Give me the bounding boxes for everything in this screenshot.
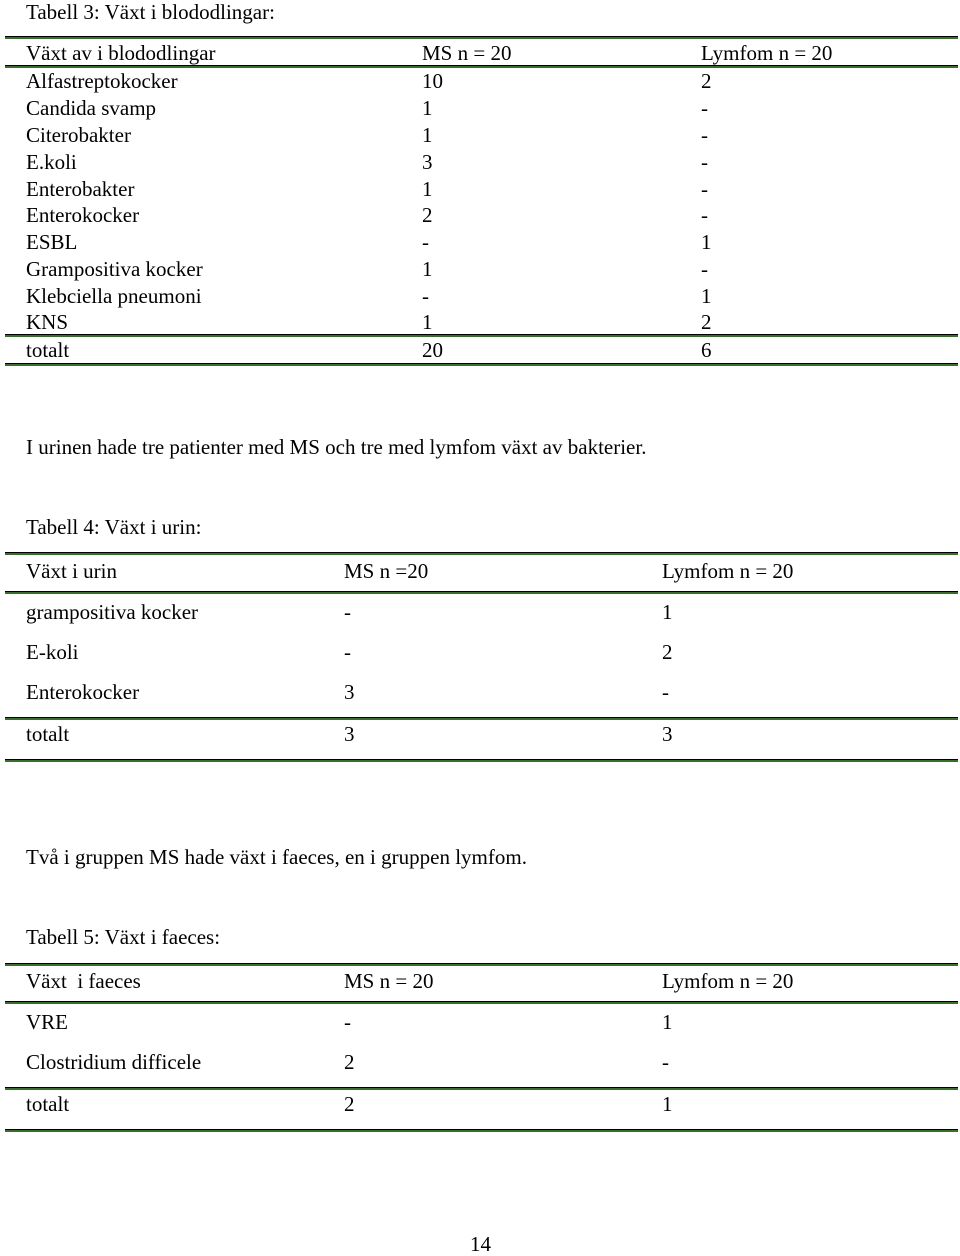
table3-cell: Citerobakter: [26, 123, 131, 147]
table5-top-rule: [5, 963, 958, 966]
table5-total-lymfom: 1: [662, 1092, 673, 1116]
table3-total-label: totalt: [26, 338, 70, 362]
table3-cell: 2: [701, 310, 712, 334]
table3-cell: 2: [701, 69, 712, 93]
table3-cell: 2: [422, 203, 433, 227]
table4-header-rule: [5, 591, 958, 594]
table3-cell: Enterokocker: [26, 203, 140, 227]
body-paragraph: I urinen hade tre patienter med MS och tre med lymfom växt av bakterier.: [26, 435, 647, 459]
table3-cell: 1: [701, 230, 712, 254]
table3-cell: Klebciella pneumoni: [26, 284, 202, 308]
table3-cell: -: [701, 123, 708, 147]
table3-header-organism: Växt av i blododlingar: [26, 41, 216, 65]
table3-cell: -: [422, 230, 429, 254]
table3-total-ms: 20: [422, 338, 443, 362]
table5-cell: Clostridium difficele: [26, 1050, 202, 1074]
table4-cell: -: [344, 600, 351, 624]
table3-cell: E.koli: [26, 150, 77, 174]
table3-header-lymfom: Lymfom n = 20: [701, 41, 833, 65]
table5-cell: -: [344, 1010, 351, 1034]
table3-total-rule: [5, 334, 958, 337]
table3-caption: Tabell 3: Växt i blododlingar:: [26, 0, 275, 24]
table3-cell: -: [422, 284, 429, 308]
table5-header-ms: MS n = 20: [344, 969, 434, 993]
page-number: 14: [470, 1232, 491, 1256]
table3-cell: 1: [422, 257, 433, 281]
table5-cell: 1: [662, 1010, 673, 1034]
table4-cell: Enterokocker: [26, 680, 140, 704]
table3-cell: 3: [422, 150, 433, 174]
table4-total-label: totalt: [26, 722, 70, 746]
table3-cell: -: [701, 96, 708, 120]
table3-total-lymfom: 6: [701, 338, 712, 362]
table3-cell: Alfastreptokocker: [26, 69, 178, 93]
table3-cell: Grampositiva kocker: [26, 257, 203, 281]
table3-bottom-rule: [5, 363, 958, 366]
table4-cell: -: [662, 680, 669, 704]
table3-header-rule: [5, 65, 958, 68]
table4-cell: 1: [662, 600, 673, 624]
table5-cell: -: [662, 1050, 669, 1074]
table5-total-rule: [5, 1087, 958, 1090]
table4-header-ms: MS n =20: [344, 559, 429, 583]
table5-total-label: totalt: [26, 1092, 70, 1116]
table4-cell: 3: [344, 680, 355, 704]
table5-bottom-rule: [5, 1129, 958, 1132]
body-paragraph: Två i gruppen MS hade växt i faeces, en i gruppen lymfom.: [26, 845, 527, 869]
table4-cell: E-koli: [26, 640, 79, 664]
table5-header-organism: Växt i faeces: [26, 969, 141, 993]
table4-total-rule: [5, 717, 958, 720]
table4-header-organism: Växt i urin: [26, 559, 117, 583]
table3-cell: 1: [422, 310, 433, 334]
table3-top-rule: [5, 36, 958, 39]
table3-cell: -: [701, 150, 708, 174]
table4-top-rule: [5, 552, 958, 555]
table4-header-lymfom: Lymfom n = 20: [662, 559, 794, 583]
table4-total-lymfom: 3: [662, 722, 673, 746]
table4-cell: 2: [662, 640, 673, 664]
table3-cell: Enterobakter: [26, 177, 135, 201]
table5-total-ms: 2: [344, 1092, 355, 1116]
table3-cell: -: [701, 203, 708, 227]
table3-cell: -: [701, 177, 708, 201]
table3-cell: 1: [422, 177, 433, 201]
table5-header-rule: [5, 1001, 958, 1004]
table4-cell: grampositiva kocker: [26, 600, 199, 624]
table5-header-lymfom: Lymfom n = 20: [662, 969, 794, 993]
table5-cell: VRE: [26, 1010, 68, 1034]
table3-header-ms: MS n = 20: [422, 41, 512, 65]
table3-cell: 1: [701, 284, 712, 308]
table4-total-ms: 3: [344, 722, 355, 746]
table4-caption: Tabell 4: Växt i urin:: [26, 515, 202, 539]
table3-cell: -: [701, 257, 708, 281]
table3-cell: 10: [422, 69, 443, 93]
table5-cell: 2: [344, 1050, 355, 1074]
table3-cell: 1: [422, 123, 433, 147]
table4-cell: -: [344, 640, 351, 664]
table5-caption: Tabell 5: Växt i faeces:: [26, 925, 221, 949]
table3-cell: 1: [422, 96, 433, 120]
table4-bottom-rule: [5, 759, 958, 762]
table3-cell: KNS: [26, 310, 69, 334]
table3-cell: ESBL: [26, 230, 78, 254]
table3-cell: Candida svamp: [26, 96, 157, 120]
